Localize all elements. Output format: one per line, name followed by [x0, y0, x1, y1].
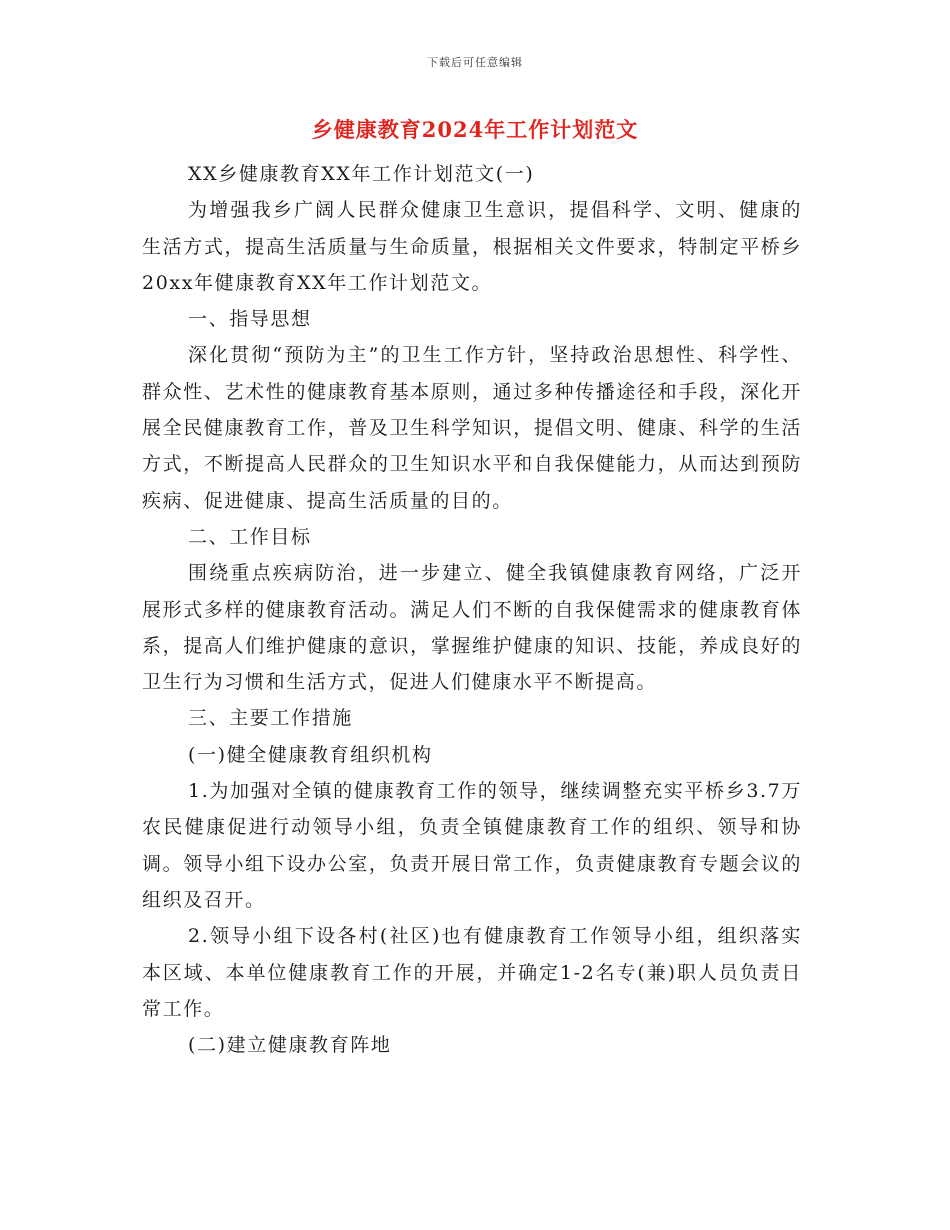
document-body — [142, 156, 802, 1063]
paragraph-item-1: 1.为加强对全镇的健康教育工作的领导，继续调整充实平桥乡3.7万农民健康促进行动领导小组，负责全镇健康教育工作的组织、领导和协调。领导小组下设办公室，负责开展日常工作，负责健康教育专题会议的组织及召开。 — [142, 780, 802, 911]
paragraph-item-2: 2.领导小组下设各村(社区)也有健康教育工作领导小组，组织落实本区域、本单位健康教育工作的开展，并确定1-2名专(兼)职人员负责日常工作。 — [142, 925, 802, 1020]
section-heading-intro: XX乡健康教育XX年工作计划范文(一) — [188, 163, 535, 185]
header-note: 下载后可任意编辑 — [427, 56, 523, 69]
paragraph-work-goals: 围绕重点疾病防治，进一步建立、健全我镇健康教育网络，广泛开展形式多样的健康教育活动。满足人们不断的自我保健需求的健康教育体系，提高人们维护健康的意识，掌握维护健康的知识、技能，养成良好的卫生行为习惯和生活方式，促进人们健康水平不断提高。 — [142, 562, 802, 694]
subheading-organization: (一)健全健康教育组织机构 — [188, 743, 433, 766]
paragraph-guiding-thought: 深化贯彻“预防为主”的卫生工作方针，坚持政治思想性、科学性、群众性、艺术性的健康教育基本原则，通过多种传播途径和手段，深化开展全民健康教育工作，普及卫生科学知识，提倡文明、健康、科学的生活方式，不断提高人民群众的卫生知识水平和自我保健能力，从而达到预防疾病、促进健康、提高生活质量的目的。 — [142, 344, 802, 512]
paragraph-intro: 为增强我乡广阔人民群众健康卫生意识，提倡科学、文明、健康的生活方式，提高生活质量与生命质量，根据相关文件要求，特制定平桥乡20xx年健康教育XX年工作计划范文。 — [142, 199, 802, 294]
subheading-education-base: (二)建立健康教育阵地 — [188, 1034, 392, 1057]
section-heading-guiding-thought: 一、指导思想 — [188, 308, 312, 331]
section-heading-main-measures: 三、主要工作措施 — [188, 707, 353, 730]
document-title: 乡健康教育2024年工作计划范文 — [311, 117, 639, 142]
section-heading-work-goals: 二、工作目标 — [188, 525, 312, 548]
